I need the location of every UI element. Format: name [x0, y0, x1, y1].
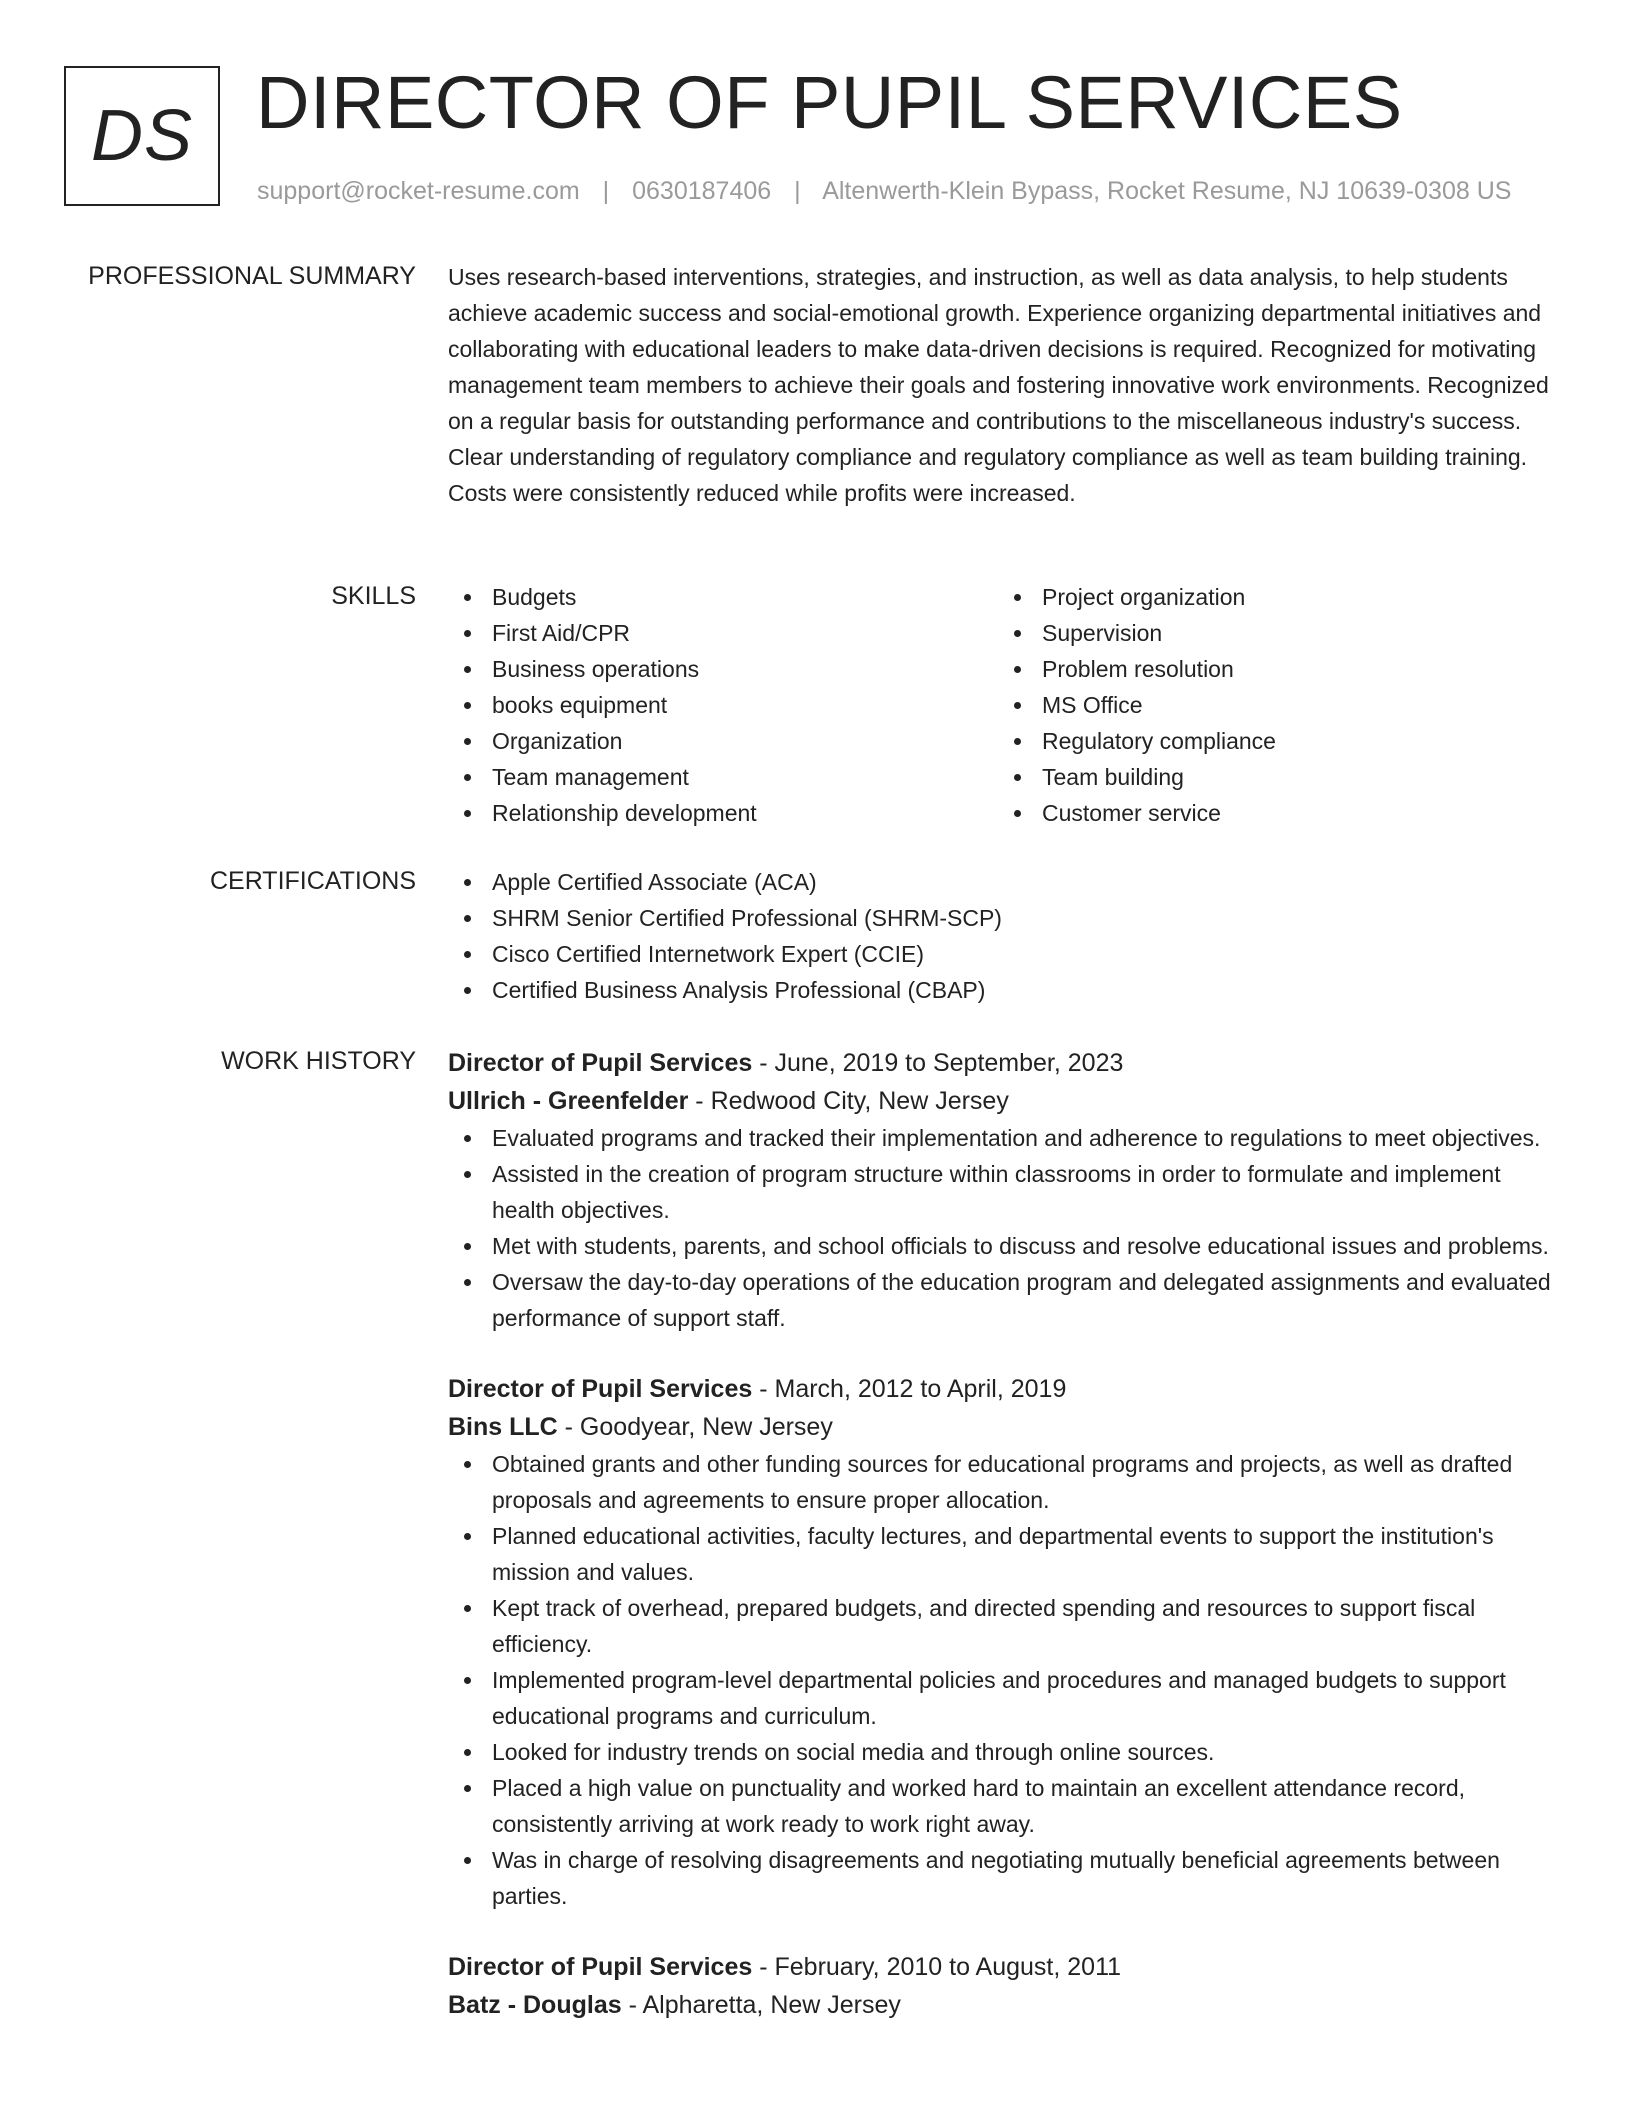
job-title-line	[448, 1044, 1568, 1082]
skill-item: Team management	[448, 759, 998, 795]
contact-separator: |	[794, 177, 801, 205]
skill-item: Customer service	[998, 795, 1548, 831]
job-entry	[448, 1370, 1568, 1914]
skill-item: Project organization	[998, 579, 1548, 615]
job-title-line	[448, 1948, 1568, 1986]
job-location: - Goodyear, New Jersey	[557, 1413, 833, 1441]
job-duty-item: Obtained grants and other funding sources for educational programs and projects, as well as drafted proposals and agreements to ensure proper allocation.	[448, 1446, 1568, 1518]
skills-heading: SKILLS	[331, 582, 416, 610]
skill-item: First Aid/CPR	[448, 615, 998, 651]
summary-text: Uses research-based interventions, strategies, and instruction, as well as data analysis, to help students achieve academic success and social-emotional growth. Experience organizing departmental initiatives and collaborating with educational leaders to make data-driven decisions is required. Recognized for motivating management team members to achieve their goals and fostering innovative work environments. Recognized on a regular basis for outstanding performance and contributions to the miscellaneous industry's success. Clear understanding of regulatory compliance and regulatory compliance as well as team building training. Costs were consistently reduced while profits were increased.	[448, 264, 1549, 506]
resume-title: DIRECTOR OF PUPIL SERVICES	[256, 61, 1403, 144]
job-title: Director of Pupil Services	[448, 1953, 753, 1981]
work-history-heading: WORK HISTORY	[221, 1047, 416, 1075]
job-dates: - March, 2012 to April, 2019	[752, 1375, 1067, 1403]
job-company-line	[448, 1986, 1568, 2024]
job-duty-item: Assisted in the creation of program structure within classrooms in order to formulate and implement health objectives.	[448, 1156, 1568, 1228]
certifications-section	[0, 864, 1632, 1024]
certification-item: Apple Certified Associate (ACA)	[448, 864, 1568, 900]
job-title: Director of Pupil Services	[448, 1375, 753, 1403]
monogram-box	[64, 66, 220, 206]
job-company-line	[448, 1082, 1568, 1120]
contact-separator: |	[602, 177, 610, 205]
job-dates: - June, 2019 to September, 2023	[752, 1049, 1124, 1077]
certifications-list	[448, 864, 1568, 1008]
job-duties-list	[448, 1120, 1568, 1336]
job-duty-item: Planned educational activities, faculty lectures, and departmental events to support the institution's mission and values.	[448, 1518, 1568, 1590]
skill-item: Relationship development	[448, 795, 998, 831]
job-duty-item: Placed a high value on punctuality and worked hard to maintain an excellent attendance record, consistently arriving at work ready to work right away.	[448, 1770, 1568, 1842]
summary-heading: PROFESSIONAL SUMMARY	[88, 262, 416, 290]
job-company-line	[448, 1408, 1568, 1446]
job-duty-item: Kept track of overhead, prepared budgets, and directed spending and resources to support fiscal efficiency.	[448, 1590, 1568, 1662]
job-duty-item: Looked for industry trends on social media and through online sources.	[448, 1734, 1568, 1770]
skill-item: Organization	[448, 723, 998, 759]
contact-address: Altenwerth-Klein Bypass, Rocket Resume, NJ 10639-0308 US	[822, 177, 1512, 205]
job-dates: - February, 2010 to August, 2011	[752, 1953, 1122, 1981]
certification-item: SHRM Senior Certified Professional (SHRM-SCP)	[448, 900, 1568, 936]
skills-left-list	[448, 579, 998, 831]
certification-item: Cisco Certified Internetwork Expert (CCIE)	[448, 936, 1568, 972]
work-history-section	[0, 1044, 1632, 2112]
job-location: - Alpharetta, New Jersey	[621, 1991, 901, 2019]
skill-item: Team building	[998, 759, 1548, 795]
skills-right-list	[998, 579, 1548, 831]
job-location: - Redwood City, New Jersey	[688, 1087, 1009, 1115]
summary-section	[0, 259, 1632, 549]
skill-item: Problem resolution	[998, 651, 1548, 687]
job-title: Director of Pupil Services	[448, 1049, 753, 1077]
skill-item: Budgets	[448, 579, 998, 615]
skill-item: Supervision	[998, 615, 1548, 651]
skill-item: books equipment	[448, 687, 998, 723]
skill-item: Business operations	[448, 651, 998, 687]
skills-section	[0, 579, 1632, 839]
job-duty-item: Met with students, parents, and school officials to discuss and resolve educational issues and problems.	[448, 1228, 1568, 1264]
job-duty-item: Evaluated programs and tracked their implementation and adherence to regulations to meet objectives.	[448, 1120, 1568, 1156]
monogram-initials: DS	[90, 96, 194, 176]
job-company: Batz - Douglas	[448, 1991, 622, 2019]
contact-email: support@rocket-resume.com	[257, 177, 580, 205]
job-duty-item: Oversaw the day-to-day operations of the education program and delegated assignments and evaluated performance of support staff.	[448, 1264, 1568, 1336]
skills-grid	[448, 579, 1568, 831]
job-duties-list	[448, 1446, 1568, 1914]
job-duty-item: Implemented program-level departmental policies and procedures and managed budgets to support educational programs and curriculum.	[448, 1662, 1568, 1734]
skill-item: Regulatory compliance	[998, 723, 1548, 759]
certification-item: Certified Business Analysis Professional (CBAP)	[448, 972, 1568, 1008]
job-company: Bins LLC	[448, 1413, 558, 1441]
job-title-line	[448, 1370, 1568, 1408]
certifications-heading: CERTIFICATIONS	[209, 867, 416, 895]
skill-item: MS Office	[998, 687, 1548, 723]
contact-line	[257, 174, 1511, 208]
job-entry	[448, 1044, 1568, 1336]
job-duty-item: Was in charge of resolving disagreements and negotiating mutually beneficial agreements between parties.	[448, 1842, 1568, 1914]
job-entry	[448, 1948, 1568, 2024]
contact-phone: 0630187406	[632, 177, 772, 205]
jobs-container	[448, 1044, 1568, 2058]
job-company: Ullrich - Greenfelder	[448, 1087, 689, 1115]
